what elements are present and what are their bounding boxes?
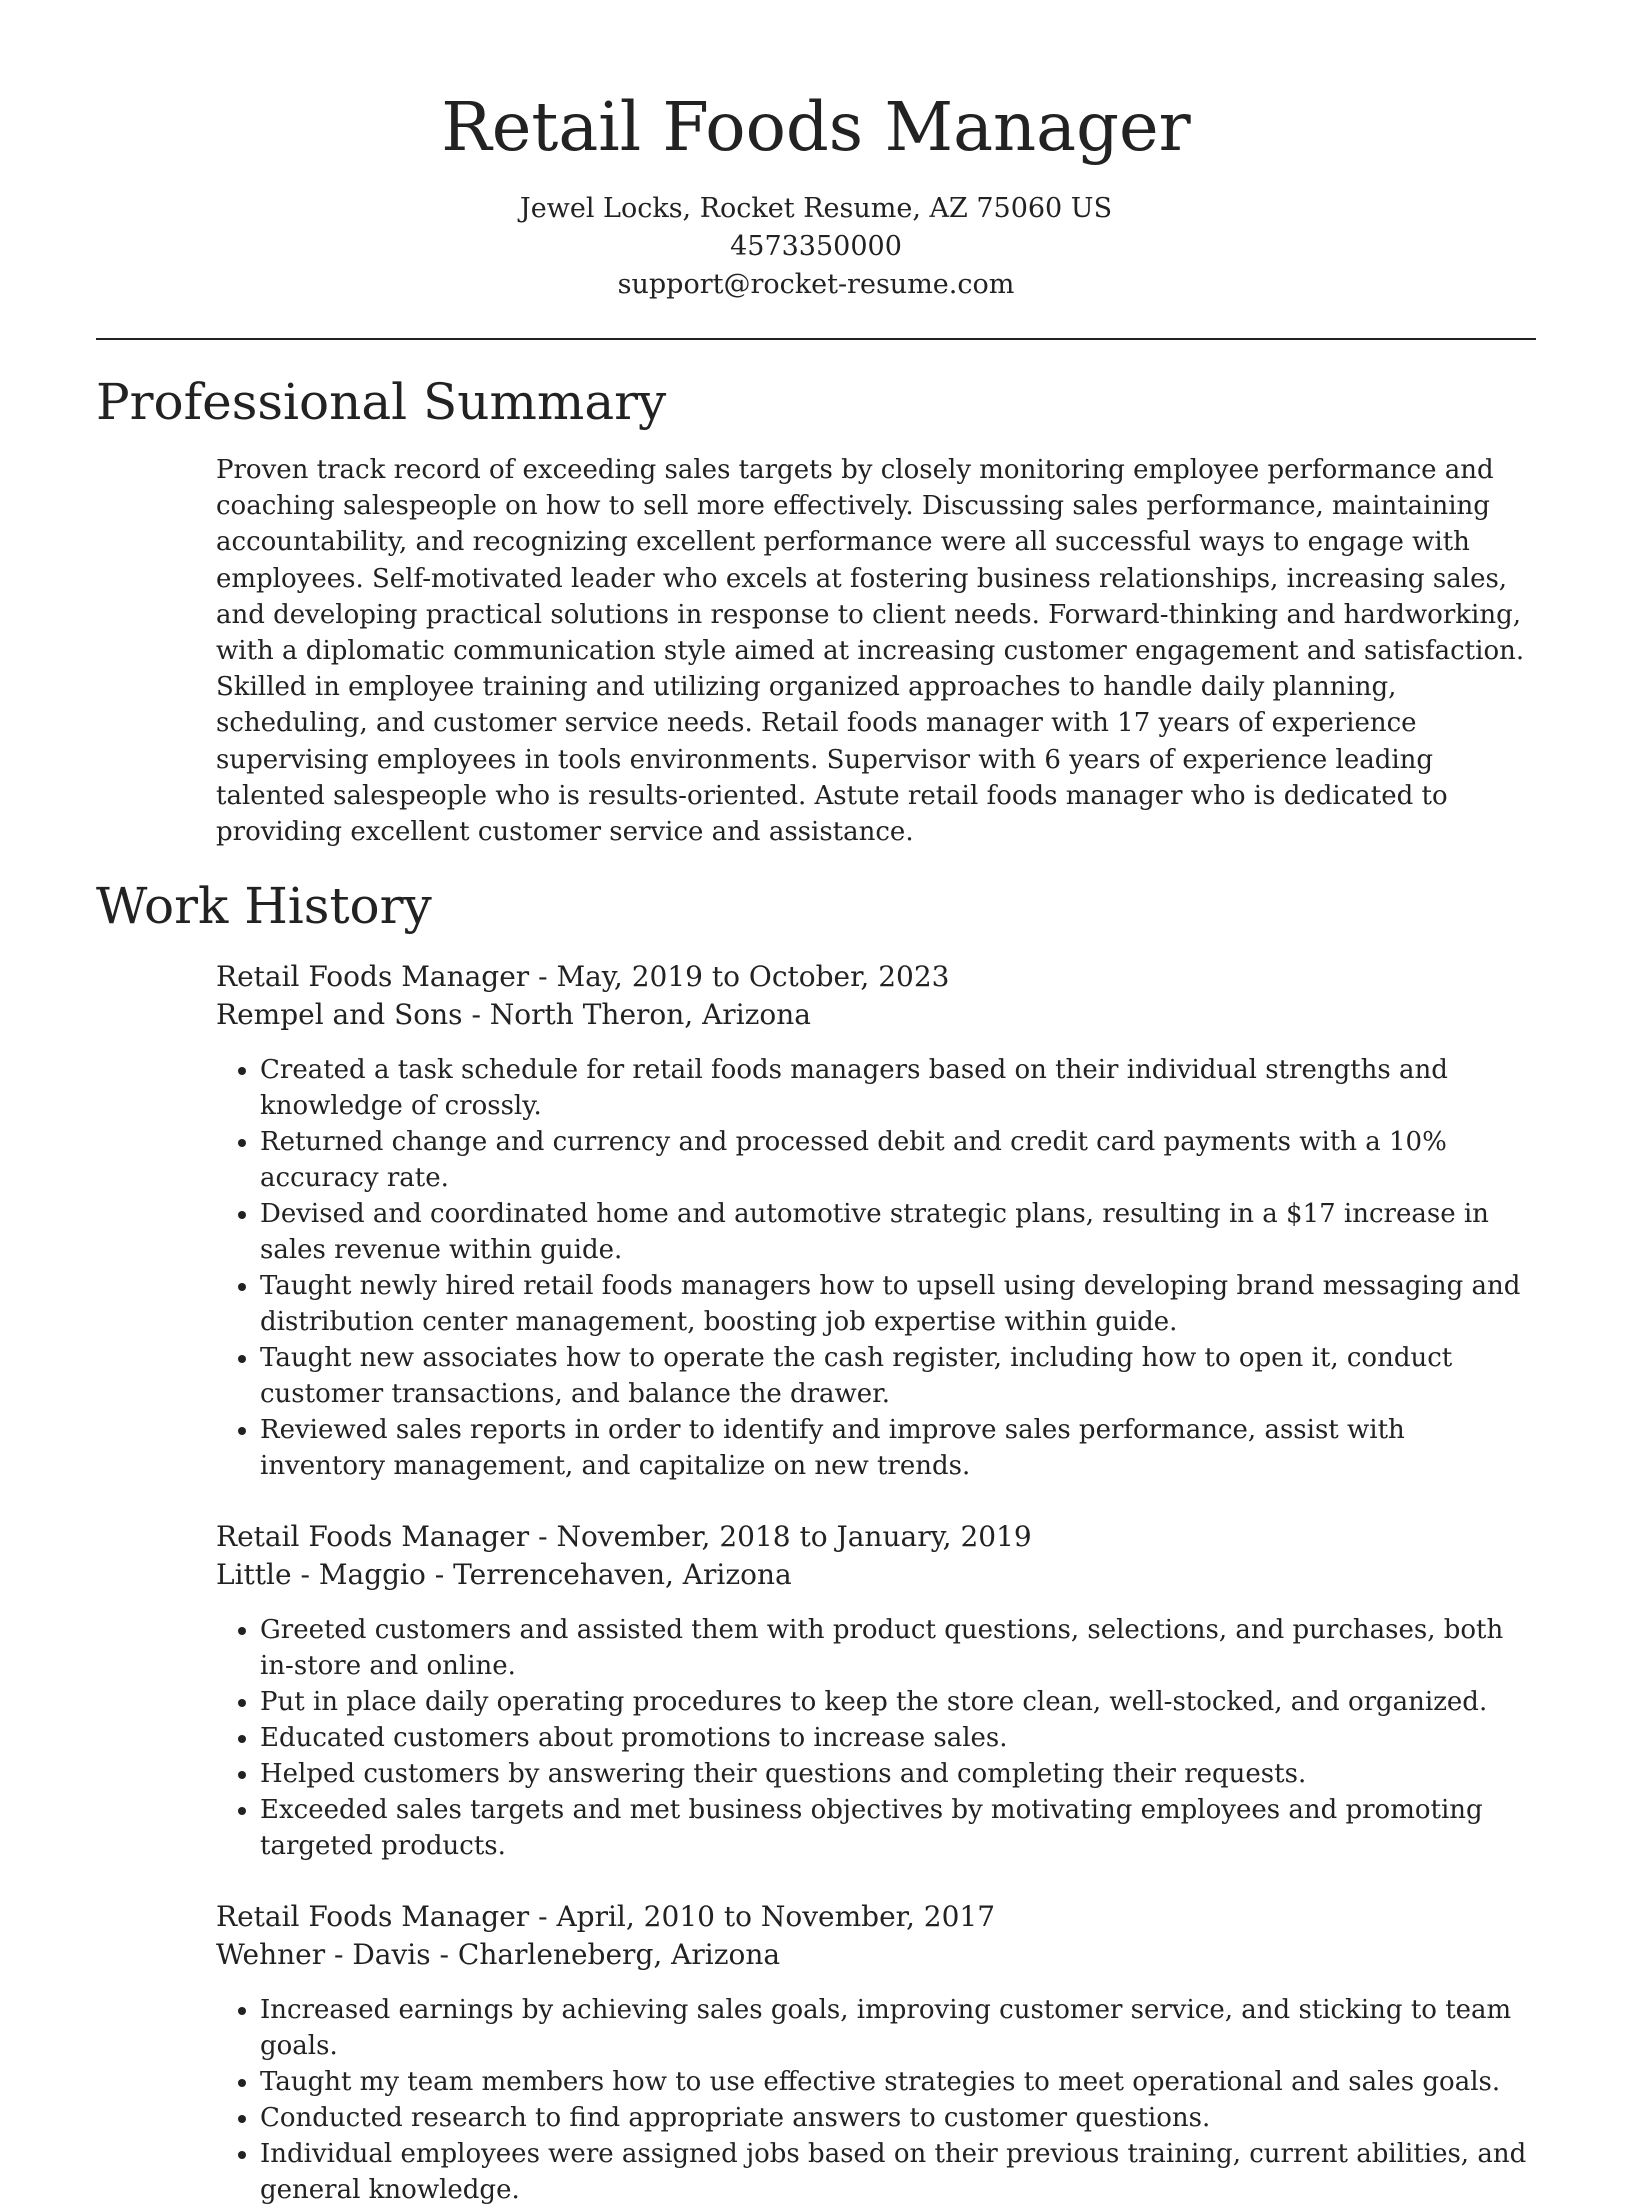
job-entry — [216, 958, 1536, 1484]
job-company: Rempel and Sons - North Theron, Arizona — [216, 998, 811, 1032]
job-bullet: • Created a task schedule for retail foods managers based on their individual strengths and knowledge of crossly. — [260, 1052, 1536, 1124]
contact-info — [96, 190, 1536, 304]
job-bullet: • Conducted research to find appropriate answers to customer questions. — [260, 2100, 1536, 2136]
job-bullet: • Reviewed sales reports in order to identify and improve sales performance, assist with inventory management, and capitalize on new trends. — [260, 1412, 1536, 1484]
job-bullets — [216, 1052, 1536, 1484]
contact-address: Jewel Locks, Rocket Resume, AZ 75060 US — [519, 193, 1113, 224]
job-title: Retail Foods Manager - November, 2018 to January, 2019 — [216, 1520, 1032, 1554]
job-bullets — [216, 1992, 1536, 2208]
job-company: Wehner - Davis - Charleneberg, Arizona — [216, 1938, 781, 1972]
job-bullet: • Taught newly hired retail foods managers how to upsell using developing brand messaging and distribution center management, boosting job expertise within guide. — [260, 1268, 1536, 1340]
summary-text: Proven track record of exceeding sales targets by closely monitoring employee performance and coaching salespeople on how to sell more effectively. Discussing sales performance, maintaining accountability, and recognizing excellent performance were all successful ways to engage with employees. Self-motivated leader who excels at fostering business relationships, increasing sales, and developing practical solutions in response to client needs. Forward-thinking and hardworking, with a diplomatic communication style aimed at increasing customer engagement and satisfaction. Skilled in employee training and utilizing organized approaches to handle daily planning, scheduling, and customer service needs. Retail foods manager with 17 years of experience supervising employees in tools environments. Supervisor with 6 years of experience leading talented salespeople who is results-oriented. Astute retail foods manager who is dedicated to providing excellent customer service and assistance. — [216, 455, 1525, 848]
job-entry — [216, 1898, 1536, 2208]
job-bullet: • Devised and coordinated home and automotive strategic plans, resulting in a $17 increase in sales revenue within guide. — [260, 1196, 1536, 1268]
job-bullet: • Returned change and currency and processed debit and credit card payments with a 10% accuracy rate. — [260, 1124, 1536, 1196]
job-bullet: • Individual employees were assigned jobs based on their previous training, current abilities, and general knowledge. — [260, 2136, 1536, 2208]
job-entry — [216, 1518, 1536, 1864]
job-bullet: • Increased earnings by achieving sales goals, improving customer service, and sticking to team goals. — [260, 1992, 1536, 2064]
job-title: Retail Foods Manager - April, 2010 to November, 2017 — [216, 1900, 996, 1934]
contact-email: support@rocket-resume.com — [617, 269, 1015, 300]
job-company: Little - Maggio - Terrencehaven, Arizona — [216, 1558, 792, 1592]
job-bullet: • Taught new associates how to operate the cash register, including how to open it, conduct customer transactions, and balance the drawer. — [260, 1340, 1536, 1412]
work-history-section — [96, 874, 1536, 2208]
section-title-summary: Professional Summary — [96, 373, 667, 431]
job-bullet: • Put in place daily operating procedures to keep the store clean, well-stocked, and organized. — [260, 1684, 1536, 1720]
job-bullet: • Taught my team members how to use effective strategies to meet operational and sales goals. — [260, 2064, 1536, 2100]
job-bullet: • Educated customers about promotions to increase sales. — [260, 1720, 1536, 1756]
job-title: Retail Foods Manager - May, 2019 to October, 2023 — [216, 960, 950, 994]
section-title-work-history: Work History — [96, 877, 432, 936]
job-bullet: • Helped customers by answering their questions and completing their requests. — [260, 1756, 1536, 1792]
contact-phone: 4573350000 — [730, 231, 902, 262]
resume-header — [96, 0, 1536, 304]
professional-summary-section — [96, 370, 1536, 850]
job-bullets — [216, 1612, 1536, 1864]
job-bullet: • Exceeded sales targets and met business objectives by motivating employees and promoting targeted products. — [260, 1792, 1536, 1864]
header-divider — [96, 338, 1536, 340]
job-bullet: • Greeted customers and assisted them with product questions, selections, and purchases, both in-store and online. — [260, 1612, 1536, 1684]
resume-name: Retail Foods Manager — [441, 88, 1191, 166]
